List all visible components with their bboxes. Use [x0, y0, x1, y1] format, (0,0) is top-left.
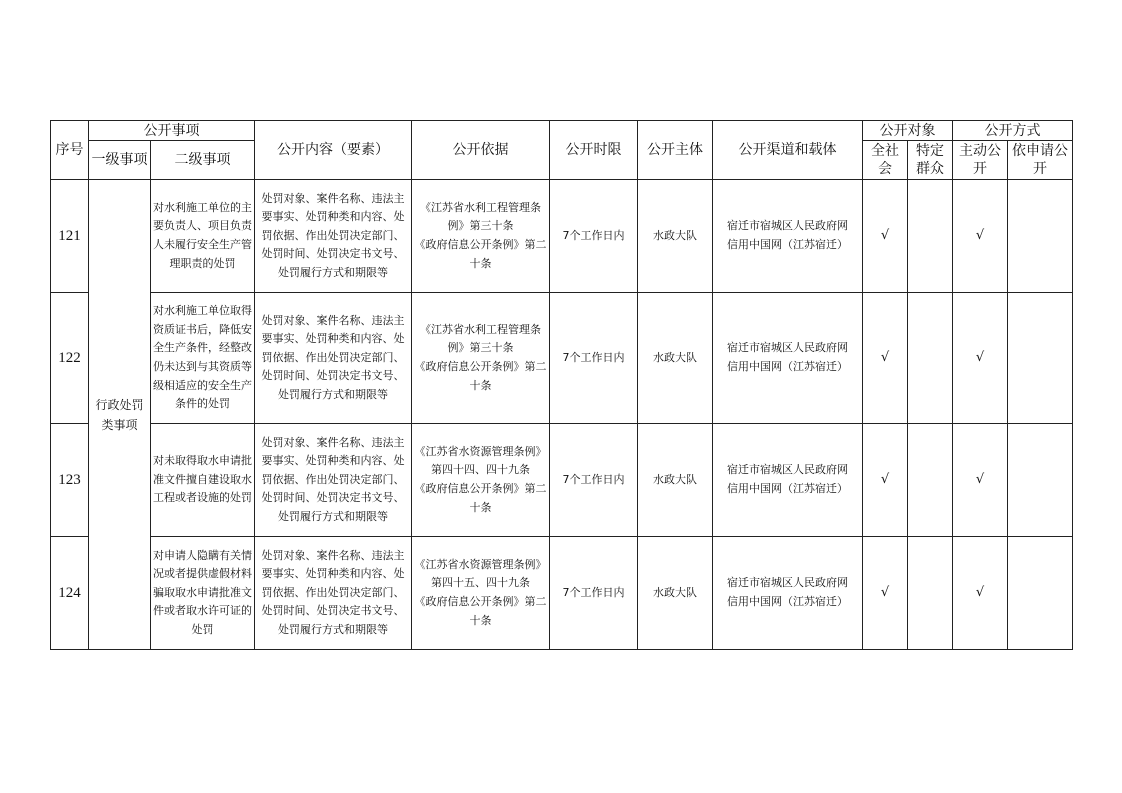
row-channel: 宿迁市宿城区人民政府网 信用中国网（江苏宿迁）: [713, 424, 863, 537]
header-method: 公开方式: [953, 121, 1073, 141]
row-content: 处罚对象、案件名称、违法主要事实、处罚种类和内容、处罚依据、作出处罚决定部门、处罚时间、处罚决定书文号、处罚履行方式和期限等: [255, 424, 412, 537]
row-level2: 对水利施工单位的主要负责人、项目负责人未履行安全生产管理职责的处罚: [151, 180, 255, 293]
header-public-item: 公开事项: [89, 121, 255, 141]
header-level2: 二级事项: [151, 141, 255, 180]
header-basis: 公开依据: [412, 121, 550, 180]
row-content: 处罚对象、案件名称、违法主要事实、处罚种类和内容、处罚依据、作出处罚决定部门、处罚时间、处罚决定书文号、处罚履行方式和期限等: [255, 537, 412, 650]
row-target-all: √: [863, 537, 908, 650]
row-content: 处罚对象、案件名称、违法主要事实、处罚种类和内容、处罚依据、作出处罚决定部门、处罚时间、处罚决定书文号、处罚履行方式和期限等: [255, 293, 412, 424]
header-channel: 公开渠道和载体: [713, 121, 863, 180]
row-channel: 宿迁市宿城区人民政府网 信用中国网（江苏宿迁）: [713, 293, 863, 424]
row-target-all: √: [863, 424, 908, 537]
header-subject: 公开主体: [638, 121, 713, 180]
row-seq: 121: [51, 180, 89, 293]
row-channel: 宿迁市宿城区人民政府网 信用中国网（江苏宿迁）: [713, 537, 863, 650]
header-time-limit: 公开时限: [550, 121, 638, 180]
header-level1: 一级事项: [89, 141, 151, 180]
header-method-request: 依申请公开: [1008, 141, 1073, 180]
row-target-all: √: [863, 293, 908, 424]
row-channel: 宿迁市宿城区人民政府网 信用中国网（江苏宿迁）: [713, 180, 863, 293]
table-row: [51, 293, 1073, 424]
table-row: [51, 537, 1073, 650]
row-time-limit: 7个工作日内: [550, 424, 638, 537]
header-content: 公开内容（要素）: [255, 121, 412, 180]
row-method-active: √: [953, 293, 1008, 424]
row-subject: 水政大队: [638, 180, 713, 293]
row-target-specific: [908, 180, 953, 293]
header-seq: 序号: [51, 121, 89, 180]
row-subject: 水政大队: [638, 293, 713, 424]
table-row: [51, 424, 1073, 537]
row-method-request: [1008, 537, 1073, 650]
row-basis: 《江苏省水资源管理条例》第四十五、四十九条 《政府信息公开条例》第二十条: [412, 537, 550, 650]
header-method-active: 主动公开: [953, 141, 1008, 180]
category-cell: 行政处罚类事项: [89, 180, 151, 650]
row-level2: 对未取得取水申请批准文件擅自建设取水工程或者设施的处罚: [151, 424, 255, 537]
row-seq: 123: [51, 424, 89, 537]
row-subject: 水政大队: [638, 537, 713, 650]
row-basis: 《江苏省水利工程管理条例》第三十条 《政府信息公开条例》第二十条: [412, 293, 550, 424]
row-time-limit: 7个工作日内: [550, 537, 638, 650]
row-content: 处罚对象、案件名称、违法主要事实、处罚种类和内容、处罚依据、作出处罚决定部门、处罚时间、处罚决定书文号、处罚履行方式和期限等: [255, 180, 412, 293]
row-method-request: [1008, 180, 1073, 293]
row-method-request: [1008, 293, 1073, 424]
row-time-limit: 7个工作日内: [550, 180, 638, 293]
row-target-specific: [908, 537, 953, 650]
row-basis: 《江苏省水利工程管理条例》第三十条 《政府信息公开条例》第二十条: [412, 180, 550, 293]
row-basis: 《江苏省水资源管理条例》第四十四、四十九条 《政府信息公开条例》第二十条: [412, 424, 550, 537]
row-method-active: √: [953, 537, 1008, 650]
row-method-active: √: [953, 424, 1008, 537]
row-time-limit: 7个工作日内: [550, 293, 638, 424]
row-target-specific: [908, 293, 953, 424]
row-seq: 122: [51, 293, 89, 424]
row-level2: 对水利施工单位取得资质证书后，降低安全生产条件，经整改仍未达到与其资质等级相适应的安全生产条件的处罚: [151, 293, 255, 424]
row-subject: 水政大队: [638, 424, 713, 537]
row-method-active: √: [953, 180, 1008, 293]
row-level2: 对申请人隐瞒有关情况或者提供虚假材料骗取取水申请批准文件或者取水许可证的处罚: [151, 537, 255, 650]
disclosure-table: [50, 120, 1073, 650]
header-target-all: 全社会: [863, 141, 908, 180]
row-target-all: √: [863, 180, 908, 293]
row-seq: 124: [51, 537, 89, 650]
row-target-specific: [908, 424, 953, 537]
row-method-request: [1008, 424, 1073, 537]
header-target-specific: 特定群众: [908, 141, 953, 180]
header-target: 公开对象: [863, 121, 953, 141]
table-row: [51, 180, 1073, 293]
